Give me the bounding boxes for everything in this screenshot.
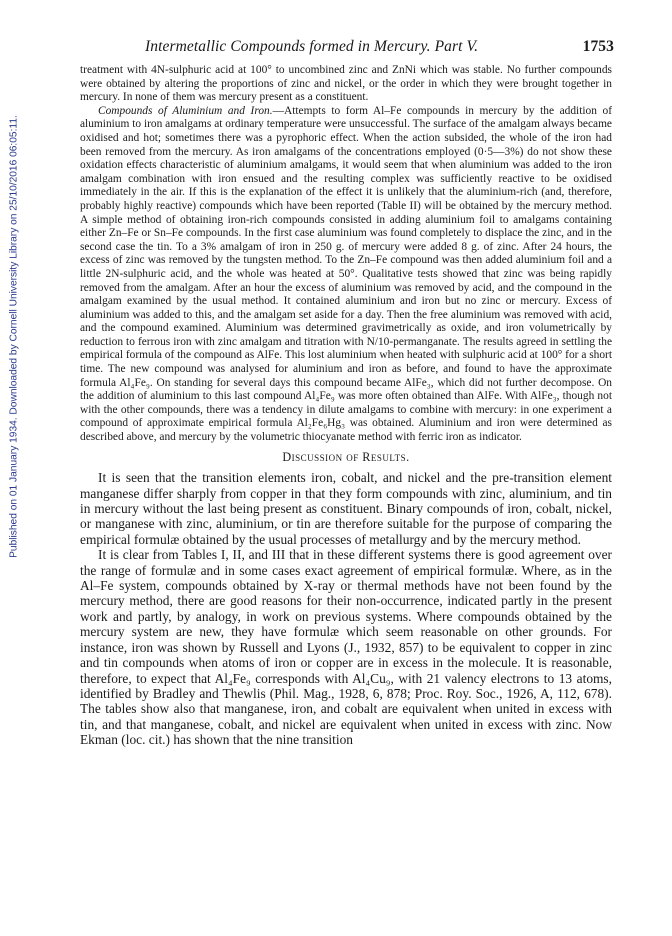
download-watermark (9, 102, 19, 572)
paragraph-nickel-zinc: treatment with 4N-sulphuric acid at 100° to uncombined zinc and ZnNi which was stable. No further compounds were obtained by altering the proportions of zinc and nickel, or the order in which they were brought together in mercury. In none of them was mercury present as a constituent. (80, 64, 612, 104)
subsection-heading: Compounds of Aluminium and Iron. (98, 104, 273, 117)
paragraph-aluminium-iron (80, 105, 612, 445)
paragraph-discussion-2: It is clear from Tables I, II, and III that in these different systems there is good agreement over the range of formulæ and in some cases exact agreement of empirical formulæ. Where, as in the Al–Fe system, compounds obtained by X-ray or thermal methods have not been found by the mercury method, there are good reasons for their non-occurrence, indicated partly in the present work and partly, by analogy, in work on previous systems. Where compounds obtained by the mercury system are new, they have formulæ which seem reasonable on other grounds. For instance, iron was shown by Russell and Lyons (J., 1932, 857) to be equivalent to copper in zinc and tin compounds when atoms of iron or copper are in excess in the molecule. It is reasonable, therefore, to expect that Al₄Fe₉ corresponds with Al₄Cu₉, with 21 valency electrons to 13 atoms, identified by Bradley and Thewlis (Phil. Mag., 1928, 6, 878; Proc. Roy. Soc., 1926, A, 112, 678). The tables show also that manganese, iron, and cobalt are equivalent when united in excess with tin, and that manganese, cobalt, and nickel are equivalent when united in excess with zinc. Now Ekman (loc. cit.) has shown that the nine transition (80, 547, 612, 748)
paragraph-discussion-1: It is seen that the transition elements iron, cobalt, and nickel and the pre-transition element manganese differ sharply from copper in that they form compounds with zinc, aluminium, and tin in mercury without the last being present as constituent. Binary compounds of iron, cobalt, nickel, or manganese with zinc, aluminium, or tin are therefore suitable for the purpose of comparing the empirical formulæ obtained by the usual processes of metallurgy and by the mercury method. (80, 470, 612, 547)
page-number: 1753 (582, 38, 614, 55)
running-title: Intermetallic Compounds formed in Mercury. Part V. (145, 38, 479, 55)
running-header (145, 38, 614, 56)
section-heading: Discussion of Results. (282, 449, 410, 464)
download-watermark-text: Published on 01 January 1934. Downloaded by Cornell University Library on 25/10/2016 06:05:11. (8, 115, 20, 558)
paragraph-aluminium-iron-text: —Attempts to form Al–Fe compounds in mercury by the addition of aluminium to iron amalgams at ordinary temperature were unsuccessful. The surface of the amalgam always became oxidised and hot; sometimes there was a pyrophoric effect. When the action subsided, the whole of the iron had been removed from the mercury. As iron amalgams of the concentrations employed (0·5—3%) do not show these oxidation effects characteristic of aluminium amalgams, it would seem that when aluminium was added to the iron amalgam combination with iron ensued and the resulting complex was sufficiently reactive to be oxidised immediately in the air. If this is the explanation of the effect it is unlikely that the aluminium-rich (and, therefore, probably highly reactive) compounds which have been reported (Table II) will be obtained by the mercury method. A simple method of obtaining iron-rich compounds consisted in adding aluminium foil to amalgams containing either Zn–Fe or Sn–Fe compounds. In the first case aluminium was found completely to displace the zinc, and in the second case the tin. To a 3% amalgam of iron in 250 g. of mercury were added 8 g. of zinc. After 24 hours, the excess of zinc was removed by the tungsten method. To the Zn–Fe compound was then added aluminium foil and a little 2N-sulphuric acid, and the whole was heated at 50°. Qualitative tests showed that zinc was being rapidly removed from the amalgam. After an hour the excess of aluminium was removed by acid, and the compound in the amalgam examined by the usual method. It contained aluminium and iron but no zinc or mercury. Excess of aluminium was added to this, and the amalgam set aside for a day. Then the free aluminium was removed with acid, and the compound examined. Aluminium was determined gravimetrically as oxide, and iron volumetrically by reduction to ferrous iron with zinc amalgam and titration with N/10-permanganate. The results agreed in settling the empirical formula of the compound as AlFe. This lost aluminium when heated with sulphuric acid at 100° for a short time. The new compound was analysed for aluminium and iron as before, and found to have the approximate formula Al₄Fe₉. On standing for several days this compound became AlFe₃, which did not further decompose. On the addition of aluminium to this last compound Al₄Fe₉ was more often obtained than AlFe. With AlFe₃, though not with the other compounds, there was a tendency in dilute amalgams to combine with mercury: in one experiment a compound of approximate empirical formula Al₂Fe₆Hg₃ was obtained. Aluminium and iron were determined as described above, and mercury by the volumetric thiocyanate method with ferric iron as indicator. (80, 104, 613, 444)
article-body (80, 64, 612, 748)
